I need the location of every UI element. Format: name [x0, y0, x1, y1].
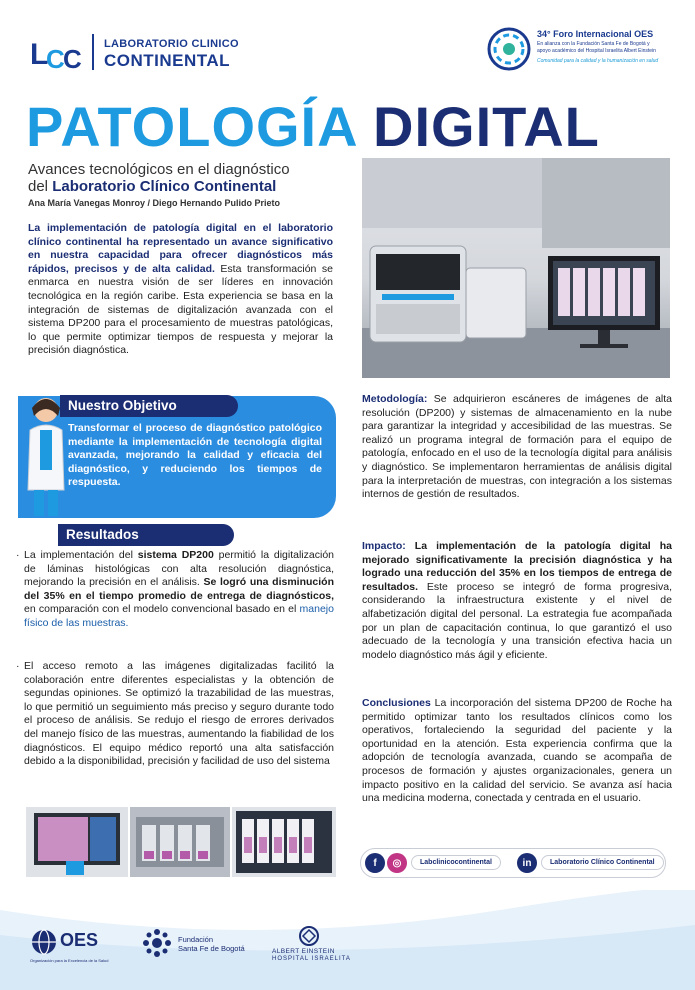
footer-fsfb-line2: Santa Fe de Bogotá	[178, 944, 245, 953]
impact-label: Impacto:	[362, 540, 406, 552]
conclusions-label: Conclusiones	[362, 697, 431, 709]
footer-background	[0, 890, 695, 990]
subtitle-line2	[28, 178, 276, 195]
einstein-logo-icon	[298, 925, 320, 947]
social-handle-1[interactable]: Labclinicocontinental	[411, 855, 501, 870]
result2-text: El acceso remoto a las imágenes digitalizadas facilitó la colaboración entre diferentes especialistas y la obtención de segundas opiniones. Se optimizó la trazabilidad de las muestras, lo que permitió un seguimiento más preciso y seguro durante todo el proceso de análisis. Se redujo el riesgo de errores derivados del manejo físico de las muestras, aumentando la fiabilidad de los diagnósticos. El equipo médico reportó una alta satisfacción debido a la disponibilidad, precisión y facilidad de uso del sistema	[24, 660, 334, 768]
footer-fsfb-line1: Fundación	[178, 935, 214, 944]
instagram-icon[interactable]: ◎	[387, 853, 407, 873]
conclusions-text: La incorporación del sistema DP200 de Roche ha permitido optimizar tanto los resultados clínicos como los operativos, fortaleciendo la seguridad del paciente y la oportunidad en la atención. Esta experiencia confirma que la adopción de tecnología avanzada, cuando se acompaña de procesos de formación y ajustes organizacionales, genera un impacto positivo en la calidad del servicio. Se avanza así hacia una medicina moderna, conectada y centrada en el usuario.	[362, 697, 672, 805]
page-title	[26, 96, 600, 158]
result1-pre: La implementación del	[24, 549, 138, 561]
result1-post: en comparación con el modelo convencional basado en el	[24, 603, 300, 616]
social-bar	[360, 848, 666, 878]
photo-monitor-analysis	[26, 807, 128, 877]
photo-slide-racks	[130, 807, 230, 877]
bullet-dot: ·	[16, 549, 20, 561]
footer-einstein-line1: ALBERT EINSTEIN	[272, 948, 335, 955]
impact-text: Este proceso se integró de forma progresiva, considerando la infraestructura existente y el nivel de alfabetización digital del personal. La estrategia fue acompañada por un plan de capacitación continua, lo que garantizó el uso adecuado de la tecnología y una transición efectiva hacia un modelo diagnóstico más ágil y eficiente.	[362, 580, 672, 661]
logo-divider	[92, 34, 94, 70]
forum-title: 34° Foro Internacional OES	[537, 29, 654, 39]
linkedin-icon[interactable]: in	[517, 853, 537, 873]
footer-oes-name: OES	[60, 930, 99, 950]
impact-bold: La implementación de la patología digital ha mejorado significativamente la precisión diagnóstica y ha logrado una reducción del 35% en los tiempos de entrega de resultados.	[362, 540, 672, 593]
lab-name-line1: LABORATORIO CLINICO	[104, 38, 239, 50]
objective-text: Transformar el proceso de diagnóstico patológico mediante la implementación de tecnología digital avanzada, mejorando la calidad y eficacia del diagnóstico, y reduciendo los tiempos de respuesta.	[68, 422, 322, 488]
footer-einstein-line2: HOSPITAL ISRAELITA	[272, 956, 351, 962]
svg-text:L: L	[30, 38, 49, 71]
svg-text:C: C	[63, 44, 82, 72]
svg-text:C: C	[46, 44, 65, 72]
fsfb-logo-icon	[140, 928, 174, 958]
bullet-dot: ·	[16, 660, 20, 672]
subtitle-lab-name: Laboratorio Clínico Continental	[52, 178, 277, 195]
title-part2: DIGITAL	[373, 95, 600, 158]
methodology-section	[362, 393, 672, 502]
conclusions-section	[362, 697, 672, 806]
result1-blue: manejo físico de las muestras.	[24, 603, 334, 629]
lcc-logo	[30, 34, 86, 72]
oes-forum-logo	[487, 27, 531, 71]
intro-highlight: La implementación de patología digital en el laboratorio clínico continental ha representado un avance significativo en nuestra capacidad para ofrecer diagnósticos más rápidos, precisos y de alta calidad.	[28, 222, 333, 275]
forum-tagline: Comunidad para la calidad y la humanización en salud	[537, 58, 659, 64]
results-bullet-2	[16, 660, 334, 769]
result1-mid: permitió la digitalización de láminas histológicas con alta resolución diagnóstica, mejorando la precisión en el análisis.	[24, 549, 334, 589]
lab-name-line2: CONTINENTAL	[104, 51, 231, 70]
intro-body: Esta transformación se enmarca en nuestra visión de ser líderes en innovación tecnológica en la región caribe. Esta experiencia se basa en la integración de sistemas de digitalización avanzada con el sistema DP200 para el procesamiento de muestras patológicas, lo que permite optimizar tiempos de respuesta y mejorar la precisión diagnóstica.	[28, 262, 334, 357]
scanner-photo	[362, 158, 670, 378]
social-handle-2[interactable]: Laboratorio Clínico Continental	[541, 855, 664, 870]
results-title: Resultados	[58, 524, 234, 546]
subtitle-line1: Avances tecnológicos en el diagnóstico	[28, 161, 290, 178]
objective-title: Nuestro Objetivo	[60, 395, 238, 417]
title-part1: PATOLOGÍA	[26, 95, 357, 158]
results-bullet-1	[16, 549, 334, 631]
methodology-text: Se adquirieron escáneres de imágenes de alta resolución (DP200) y sistemas de almacenamiento en la nube para garantizar la integridad y accesibilidad de las muestras. Se realizó un programa integral de formación para el equipo de patología, enfocado en el uso de la tecnología digital para análisis y diagnóstico. Se implementaron herramientas de análisis digital para la interpretación de muestras, con integración a los sistemas internos de gestión de resultados.	[362, 393, 672, 501]
subtitle-prefix: del	[28, 178, 53, 195]
photo-digital-slides-screen	[232, 807, 336, 877]
authors: Ana María Vanegas Monroy / Diego Hernando Pulido Prieto	[28, 198, 281, 208]
result1-bold1: sistema DP200	[137, 549, 214, 561]
footer-oes-sub: Organización para la Excelencia de la Salud	[30, 958, 109, 963]
forum-subtitle-1: En alianza con la Fundación Santa Fe de Bogotá y	[537, 41, 650, 47]
facebook-icon[interactable]: f	[365, 853, 385, 873]
impact-section	[362, 540, 672, 662]
result1-bold2: Se logró una disminución del 35% en el tiempo promedio de entrega de diagnósticos,	[24, 576, 334, 602]
methodology-label: Metodología:	[362, 393, 428, 405]
forum-subtitle-2: apoyo académico del Hospital Israelita Albert Einstein	[537, 48, 656, 54]
oes-globe-icon	[30, 928, 58, 956]
intro-paragraph	[28, 222, 333, 358]
